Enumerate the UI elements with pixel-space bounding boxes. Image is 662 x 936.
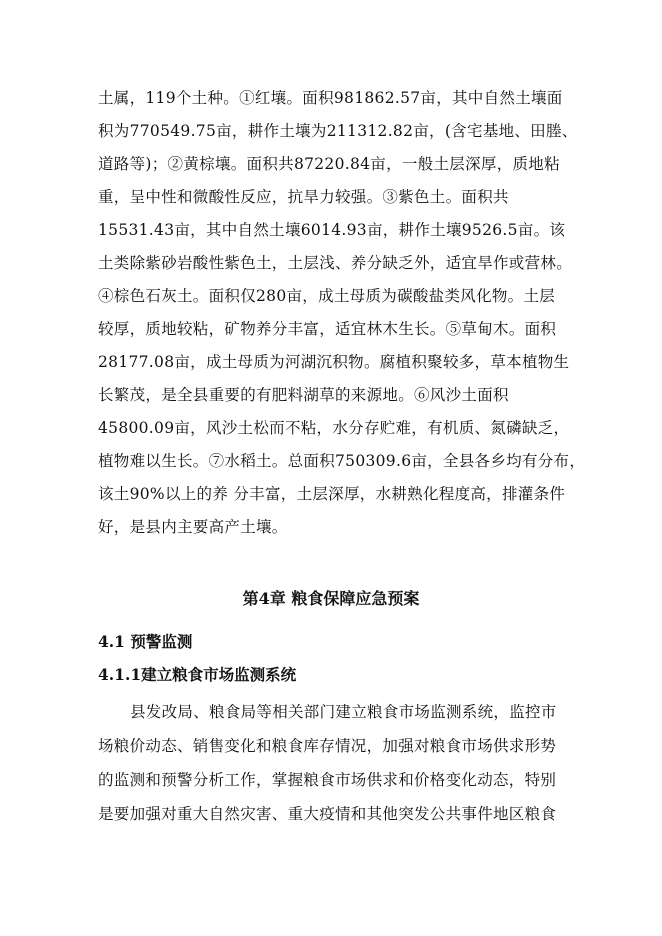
paragraph1-line-3: 道路等)；②黄棕壤。面积共87220.84亩，一般土层深厚，质地粘 [98,155,560,173]
paragraph1-line-5: 15531.43亩，其中自然土壤6014.93亩，耕作土壤9526.5亩。该 [98,221,566,239]
paragraph1-line-14: 好，是县内主要高产土壤。 [98,518,288,536]
paragraph1-line-11: 45800.09亩，风沙土松而不粘，水分存贮难，有机质、氮磷缺乏， [98,419,570,437]
paragraph1-line-12: 植物难以生长。⑦水稻土。总面积750309.6亩，全县各乡均有分布， [98,452,586,470]
paragraph1-line-13: 该土90%以上的养 分丰富，土层深厚，水耕熟化程度高，排灌条件 [98,485,566,503]
paragraph1-line-8: 较厚，质地较粘，矿物养分丰富，适宜林木生长。⑤草甸木。面积 [98,320,557,338]
paragraph2-line-3: 的监测和预警分析工作，掌握粮食市场供求和价格变化动态，特别 [98,771,557,789]
paragraph1-line-1: 土属，119个土种。①红壤。面积981862.57亩，其中自然土壤面 [98,89,563,107]
paragraph1-line-4: 重，呈中性和微酸性反应，抗旱力较强。③紫色土。面积共 [98,188,509,206]
section-heading-4-1-1: 4.1.1建立粮食市场监测系统 [98,665,297,684]
chapter-title: 第4章 粮食保障应急预案 [242,589,420,608]
paragraph1-line-10: 长繁茂，是全县重要的有肥料湖草的来源地。⑥风沙土面积 [98,386,509,404]
section-heading-4-1: 4.1 预警监测 [98,632,193,651]
paragraph2-line-2: 场粮价动态、销售变化和粮食库存情况，加强对粮食市场供求形势 [98,737,557,755]
paragraph1-line-2: 积为770549.75亩，耕作土壤为211312.82亩，(含宅基地、田塍、 [98,122,578,140]
paragraph1-line-9: 28177.08亩，成土母质为河湖沉积物。腐植积聚较多，草本植物生 [98,353,570,371]
paragraph2-line-1: 县发改局、粮食局等相关部门建立粮食市场监测系统，监控市 [130,703,557,721]
paragraph1-line-6: 土类除紫砂岩酸性紫色土，土层浅、养分缺乏外，适宜旱作或营林。 [98,254,573,272]
paragraph2-line-4: 是要加强对重大自然灾害、重大疫情和其他突发公共事件地区粮食 [98,805,557,823]
paragraph1-line-7: ④棕色石灰土。面积仅280亩，成土母质为碳酸盐类风化物。土层 [98,287,556,305]
